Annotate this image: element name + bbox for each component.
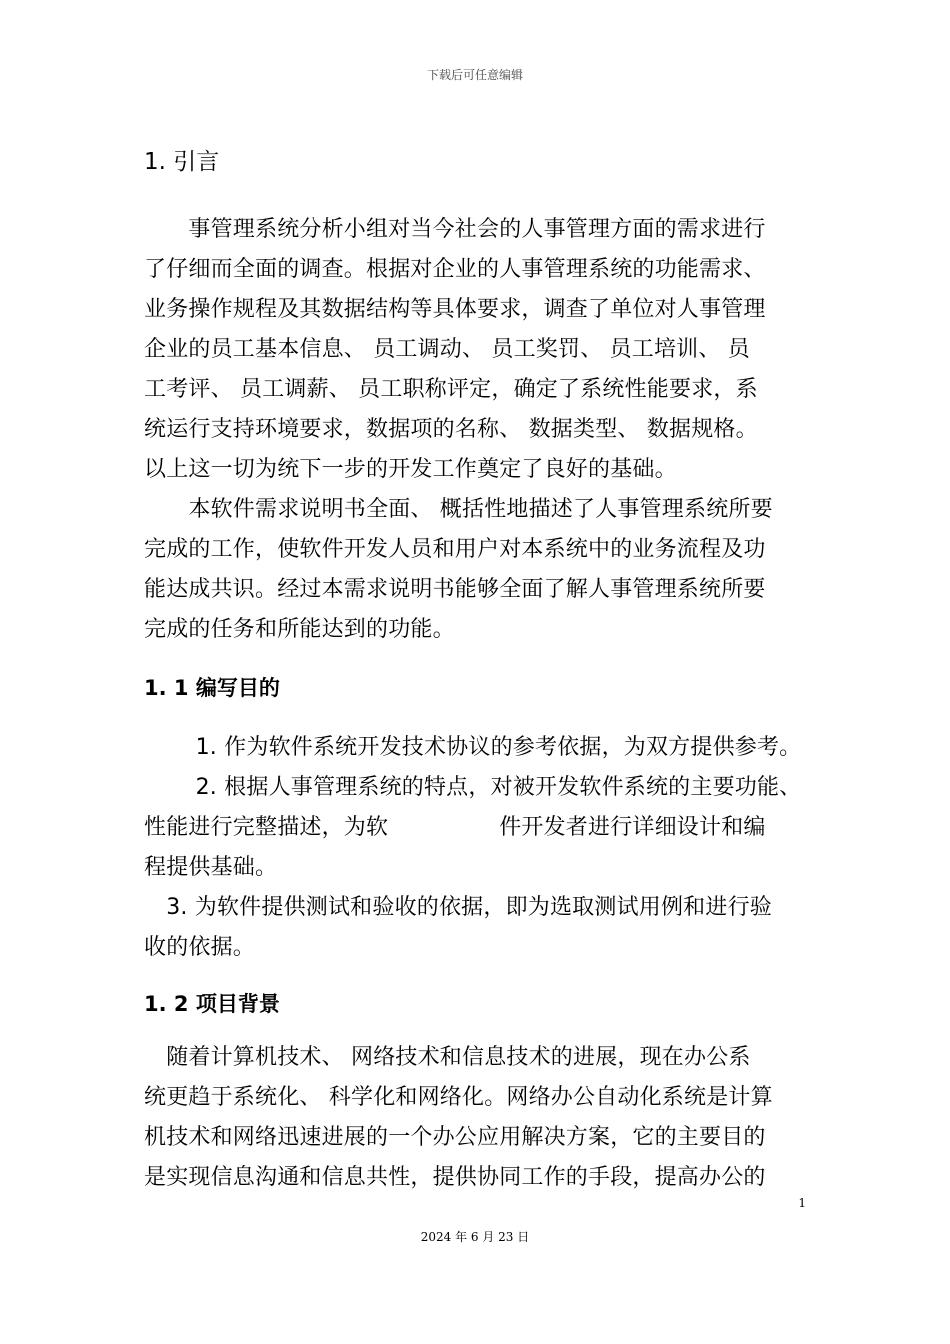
- section-title-purpose: 1. 1 编写目的: [144, 676, 280, 700]
- text-line: 以上这一切为统下一步的开发工作奠定了良好的基础。: [144, 457, 677, 482]
- section-title-background: 1. 2 项目背景: [144, 992, 280, 1016]
- list-item: 2. 根据人事管理系统的特点，对被开发软件系统的主要功能、: [144, 775, 802, 800]
- list-item: 性能进行完整描述，为软 件开发者进行详细设计和编: [144, 815, 766, 840]
- text-line: 工考评、 员工调薪、 员工职称评定，确定了系统性能要求，系: [144, 377, 758, 402]
- list-item: 3. 为软件提供测试和验收的依据，即为选取测试用例和进行验: [144, 895, 772, 920]
- text-line: 了仔细而全面的调查。根据对企业的人事管理系统的功能需求、: [144, 257, 766, 282]
- text-line: 完成的工作，使软件开发人员和用户对本系统中的业务流程及功: [144, 537, 766, 562]
- section-title-introduction: 1. 引言: [144, 149, 220, 175]
- text-line: 能达成共识。经过本需求说明书能够全面了解人事管理系统所要: [144, 577, 766, 602]
- text-line: 企业的员工基本信息、 员工调动、 员工奖罚、 员工培训、 员: [144, 337, 750, 362]
- list-item: 收的依据。: [144, 935, 256, 960]
- page-footer-date: 2024 年 6 月 23 日: [420, 1230, 530, 1244]
- list-item: 程提供基础。: [144, 855, 278, 880]
- text-line: 统运行支持环境要求，数据项的名称、 数据类型、 数据规格。: [144, 417, 758, 442]
- list-item: 1. 作为软件系统开发技术协议的参考依据，为双方提供参考。: [144, 735, 802, 760]
- text-line: 业务操作规程及其数据结构等具体要求，调查了单位对人事管理: [144, 297, 766, 322]
- text-line: 是实现信息沟通和信息共性，提供协同工作的手段，提高办公的: [144, 1165, 766, 1190]
- document-body: [144, 140, 814, 1198]
- text-line: 随着计算机技术、 网络技术和信息技术的进展，现在办公系: [144, 1045, 751, 1070]
- text-line: 本软件需求说明书全面、 概括性地描述了人事管理系统所要: [144, 497, 773, 522]
- text-line: 统更趋于系统化、 科学化和网络化。网络办公自动化系统是计算: [144, 1085, 773, 1110]
- text-line: 机技术和网络迅速进展的一个办公应用解决方案，它的主要目的: [144, 1125, 766, 1150]
- introduction-paragraph-1: [144, 210, 814, 490]
- purpose-list: [144, 728, 814, 968]
- text-line: 事管理系统分析小组对当今社会的人事管理方面的需求进行: [144, 217, 766, 242]
- page-number: 1: [798, 1196, 806, 1210]
- page-header: 下载后可任意编辑: [426, 68, 523, 82]
- text-line: 完成的任务和所能达到的功能。: [144, 617, 455, 642]
- introduction-paragraph-2: [144, 490, 814, 650]
- background-paragraph: [144, 1038, 814, 1198]
